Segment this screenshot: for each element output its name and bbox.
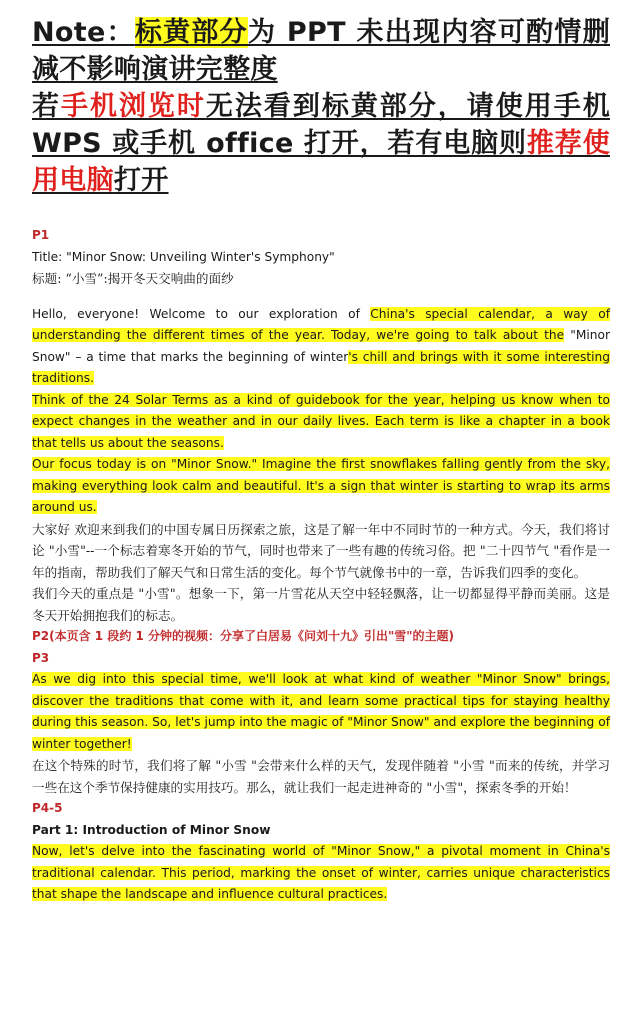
section-label-p1: P1 [32,228,50,242]
section-label-p2: P2(本页含 1 段约 1 分钟的视频：分享了白居易《问刘十九》引出"雪"的主题) [32,629,455,643]
title-zh: 标题: “小雪”:揭开冬天交响曲的面纱 [32,271,234,286]
p45-paragraph: Now, let's delve into the fascinating world of "Minor Snow," a pivotal moment in China's traditional calendar. This period, marking the onset of winter, carries unique characteristics that shape the landscape and influence cultural practices. [32,844,610,901]
section-label-p3: P3 [32,650,50,665]
note-line2-b: 无法看到标黄部分，请使用手机 WPS 或手机 office 打开，若有电脑则 [32,91,610,159]
note-line1-rest: 为 PPT 未出现内容可酌情删减不影响演讲完整度 [32,17,611,85]
note-line-1 [32,17,610,85]
section-label-p4-5: P4-5 [32,801,63,815]
note-line2-c: 打开 [113,165,169,196]
p1-paragraph-1: Hello, everyone! Welcome to our exploration of China's special calendar, a way of understanding the different times of the year. Today, we're going to talk about the "Minor Snow" – a time that marks the beginning of winter's chill and brings with it some interesting traditions. [32,306,611,385]
p1-paragraph-2: Think of the 24 Solar Terms as a kind of guidebook for the year, helping us know when to expect changes in the weather and in our daily lives. Each term is like a chapter in a book that tells us about the seasons. [32,392,610,450]
note-block [32,14,610,199]
note-prefix: Note： [32,17,135,48]
note-line2-a: 若 [32,91,61,122]
p1-zh-paragraph-1: 大家好 欢迎来到我们的中国专属日历探索之旅，这是了解一年中不同时节的一种方式。今天，我们将讨论 "小雪"--一个标志着寒冬开始的节气，同时也带来了一些有趣的传统习俗。把 "二十四节气 "看作是一年的指南，帮助我们了解天气和日常生活的变化。每个节气就像书中的一章，告诉我们四季的变化。 [32,521,610,580]
script-body [32,225,610,906]
part-1-title: Part 1: Introduction of Minor Snow [32,822,271,837]
note-red-mobile: 手机浏览时 [60,91,206,122]
note-highlight: 标黄部分 [134,17,248,48]
p3-paragraph: As we dig into this special time, we'll look at what kind of weather "Minor Snow" brings, discover the traditions that come with it, and learn some practical tips for staying healthy during this season. So, let's jump into the magic of "Minor Snow" and explore the beginning of winter together! [32,672,610,751]
p1-zh-paragraph-2: 我们今天的重点是 "小雪"。想象一下，第一片雪花从天空中轻轻飘落，让一切都显得平静而美丽。这是冬天开始拥抱我们的标志。 [32,586,610,623]
note-red-computer: 推荐使用电脑 [32,128,610,196]
note-line-2 [32,91,610,196]
title-en: Title: "Minor Snow: Unveiling Winter's Symphony" [32,249,335,264]
p1-paragraph-3: Our focus today is on "Minor Snow." Imagine the first snowflakes falling gently from the sky, making everything look calm and beautiful. It's a sign that winter is starting to wrap its arms around us. [32,457,610,514]
p3-zh-paragraph: 在这个特殊的时节，我们将了解 "小雪 "会带来什么样的天气，发现伴随着 "小雪 "而来的传统，并学习一些在这个季节保持健康的实用技巧。那么，就让我们一起走进神奇的 "小雪"，探索冬季的开始！ [32,758,610,795]
